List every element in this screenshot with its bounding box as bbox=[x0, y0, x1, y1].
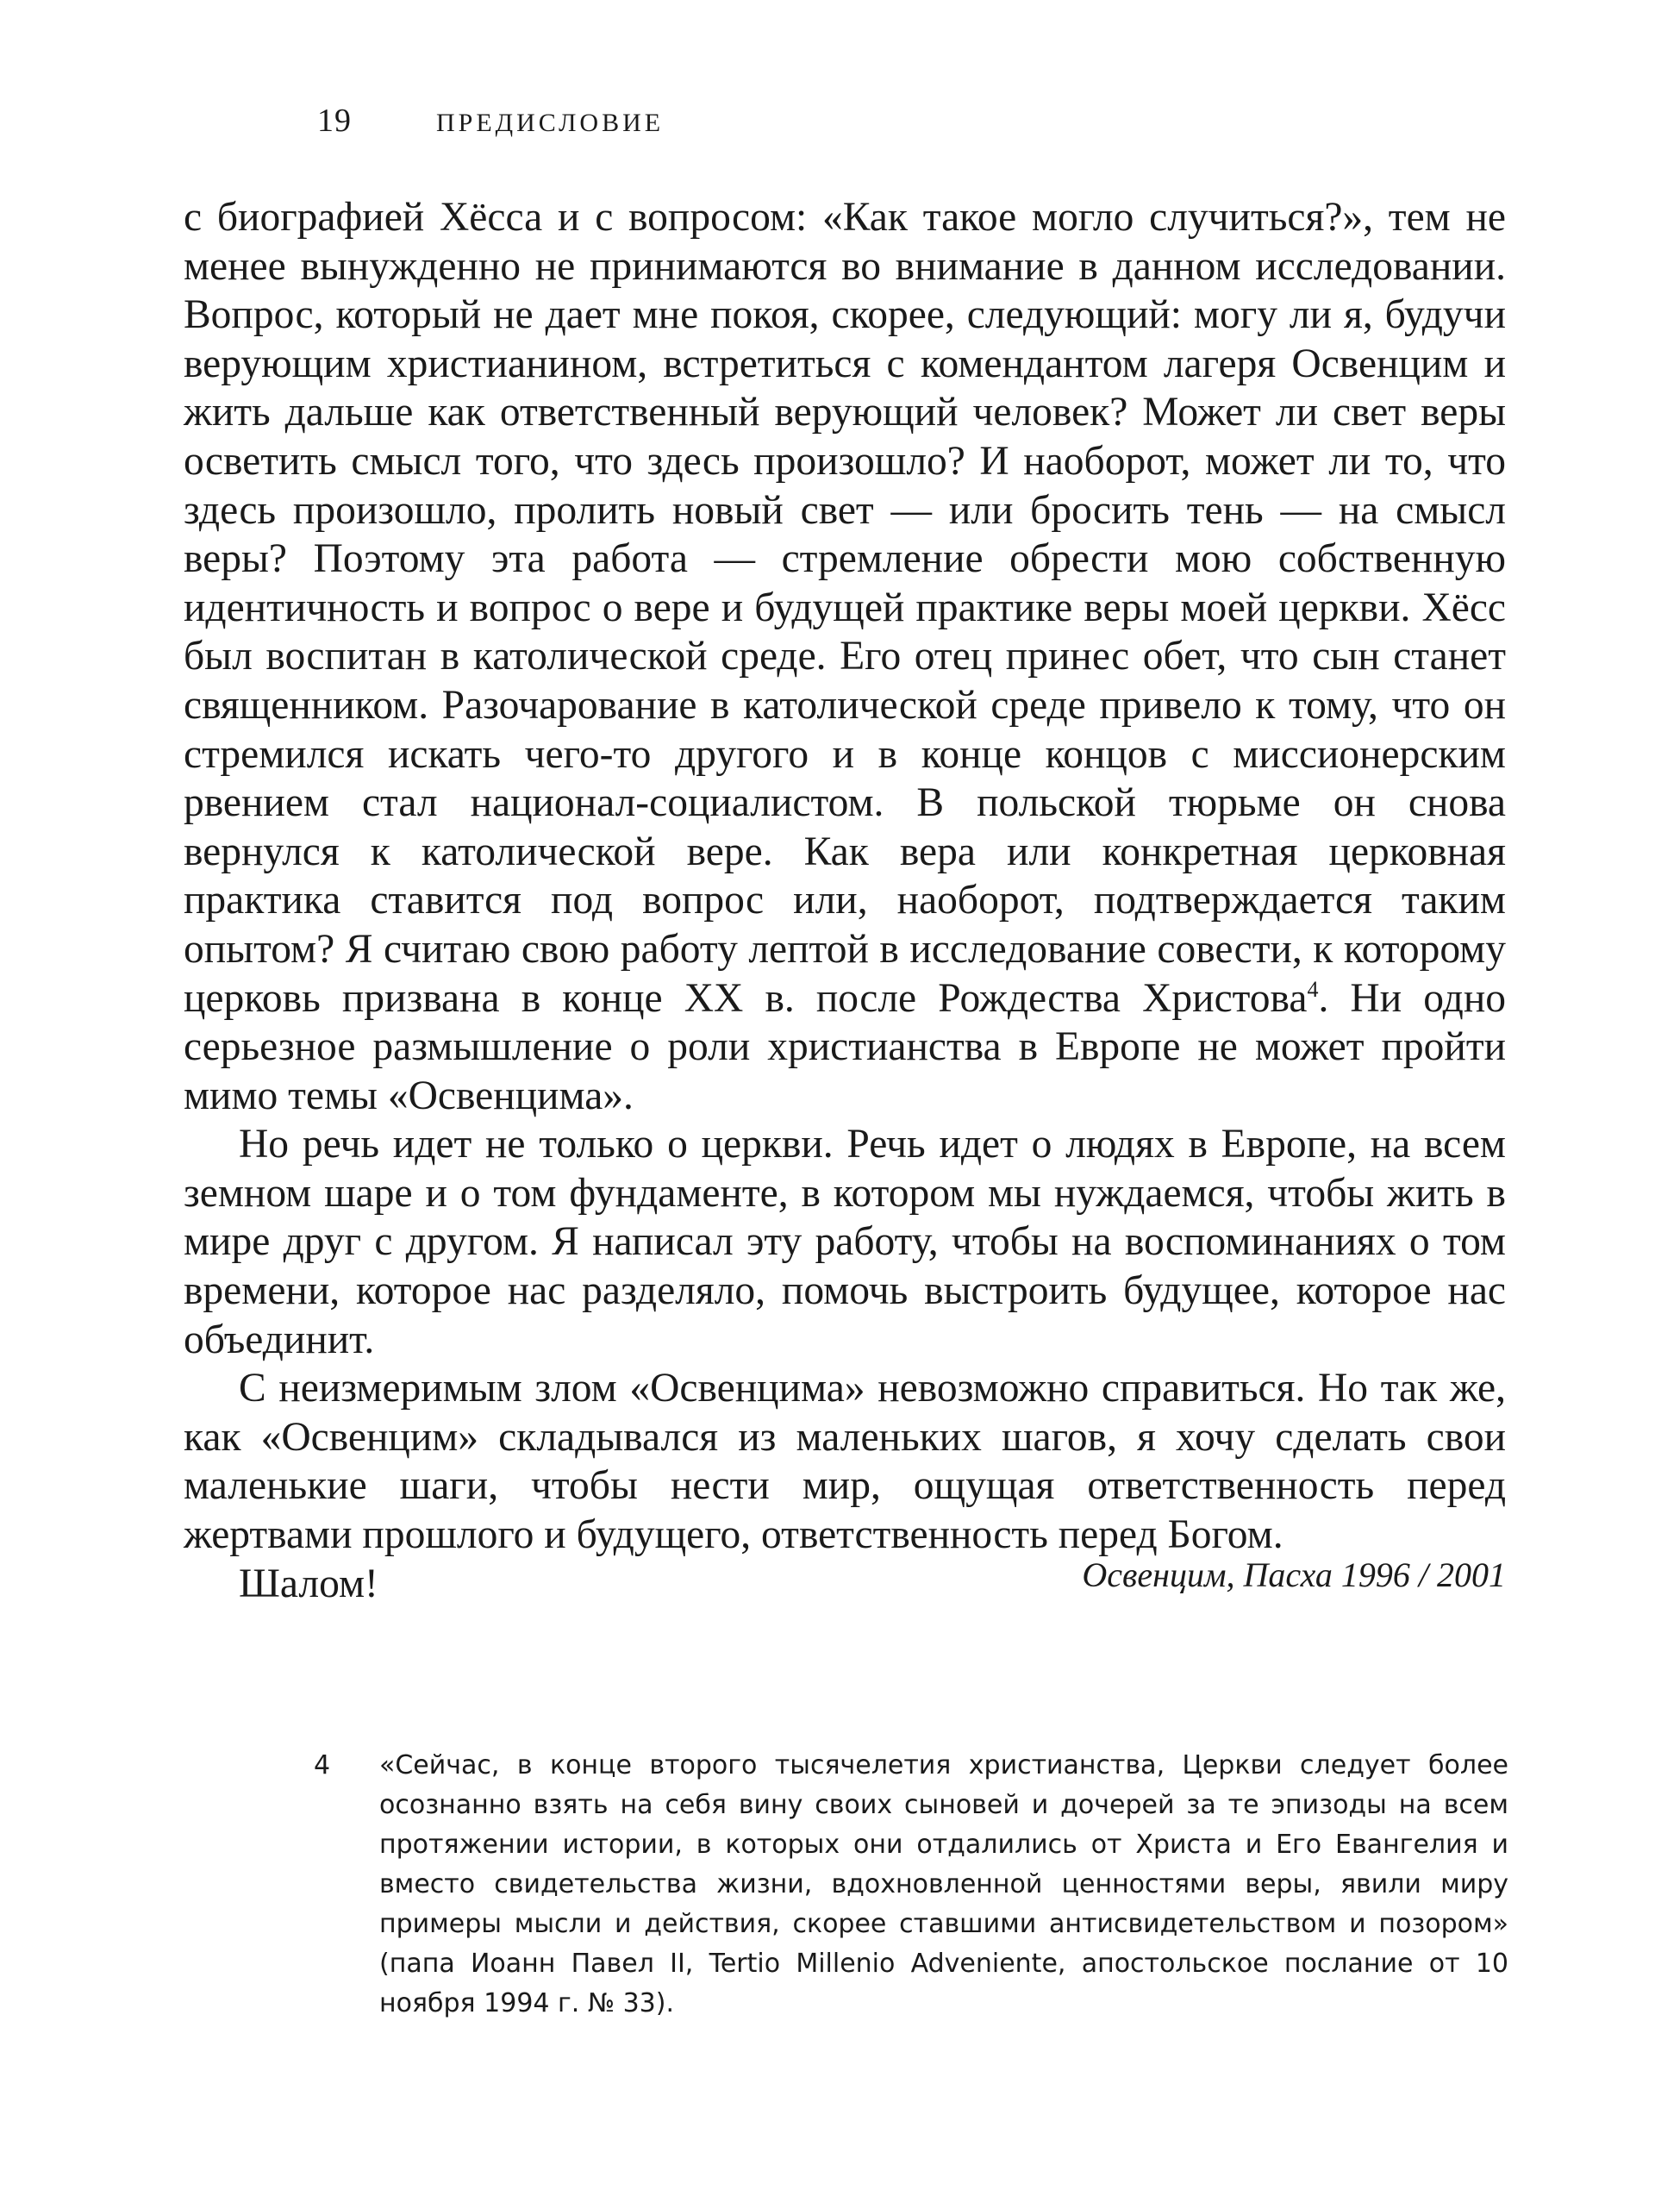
footnote-number: 4 bbox=[314, 1750, 331, 1780]
paragraph-1 bbox=[184, 193, 1506, 1120]
signature-place-date: Освенцим, Пасха 1996 / 2001 bbox=[1082, 1555, 1506, 1594]
page-number: 19 bbox=[317, 103, 352, 139]
paragraph-3: С неизмеримым злом «Освенцима» невозможно справиться. Но так же, как «Освенцим» складывался из маленьких шагов, я хочу сделать свои маленькие шаги, чтобы нести мир, ощущая ответственность перед жертвами прошлого и будущего, ответственность перед Богом. bbox=[184, 1366, 1506, 1558]
paragraph-2: Но речь идет не только о церкви. Речь идет о людях в Европе, на всем земном шаре и о том фундаменте, в котором мы нуждаемся, чтобы жить в мире друг с другом. Я написал эту работу, чтобы на воспоминаниях о том времени, которое нас разделяло, помочь выстроить будущее, которое нас объединит. bbox=[184, 1122, 1506, 1362]
main-text bbox=[184, 193, 1506, 1608]
paragraph-1-end: . Ни одно серьезное размышление о роли христианства в Европе не может пройти мимо темы «Освенцима». bbox=[184, 975, 1506, 1118]
running-head bbox=[317, 102, 664, 150]
section-title: ПРЕДИСЛОВИЕ bbox=[436, 109, 665, 137]
footnote bbox=[315, 1746, 1508, 2024]
paragraph-1-text: с биографией Хёсса и с вопросом: «Как такое могло случиться?», тем не менее вынужденно не принимаются во внимание в данном исследовании. Вопрос, который не дает мне покоя, скорее, следующий: могу ли я, будучи верующим христианином, встретиться с комендантом лагеря Освенцим и жить дальше как ответственный верующий человек? Может ли свет веры осветить смысл того, что здесь произошло? И наоборот, может ли то, что здесь произошло, пролить новый свет — или бросить тень — на смысл веры? Поэтому эта работа — стремление обрести мою собственную идентичность и вопрос о вере и будущей практике веры моей церкви. Хёсс был воспитан в католической среде. Его отец принес обет, что сын станет священником. Разочарование в католической среде привело к тому, что он стремился искать чего-то другого и в конце концов с миссионерским рвением стал национал-социалистом. В польской тюрьме он снова вернулся к католической вере. Как вера или конкретная церковная практика ставится под вопрос или, наоборот, подтверждается таким опытом? Я считаю свою работу лептой в исследование совести, к которому церковь призвана в конце XX в. после Рождества Христова bbox=[184, 195, 1506, 1021]
closing-salutation: Шалом! bbox=[239, 1561, 378, 1606]
footnote-text: «Сейчас, в конце второго тысячелетия христианства, Церкви следует более осознанно взять на себя вину своих сыновей и дочерей за те эпизоды на всем протяжении истории, в которых они отдалились от Христа и Его Евангелия и вместо свидетельства жизни, вдохновленной ценностями веры, явили миру примеры мысли и действия, скорее ставшими антисвидетельством и позором» (папа Иоанн Павел II, Tertio Millenio Adveniente, апостольское послание от 10 ноября 1994 г. № 33). bbox=[379, 1750, 1508, 2018]
footnote-reference[interactable]: 4 bbox=[1307, 976, 1319, 1002]
